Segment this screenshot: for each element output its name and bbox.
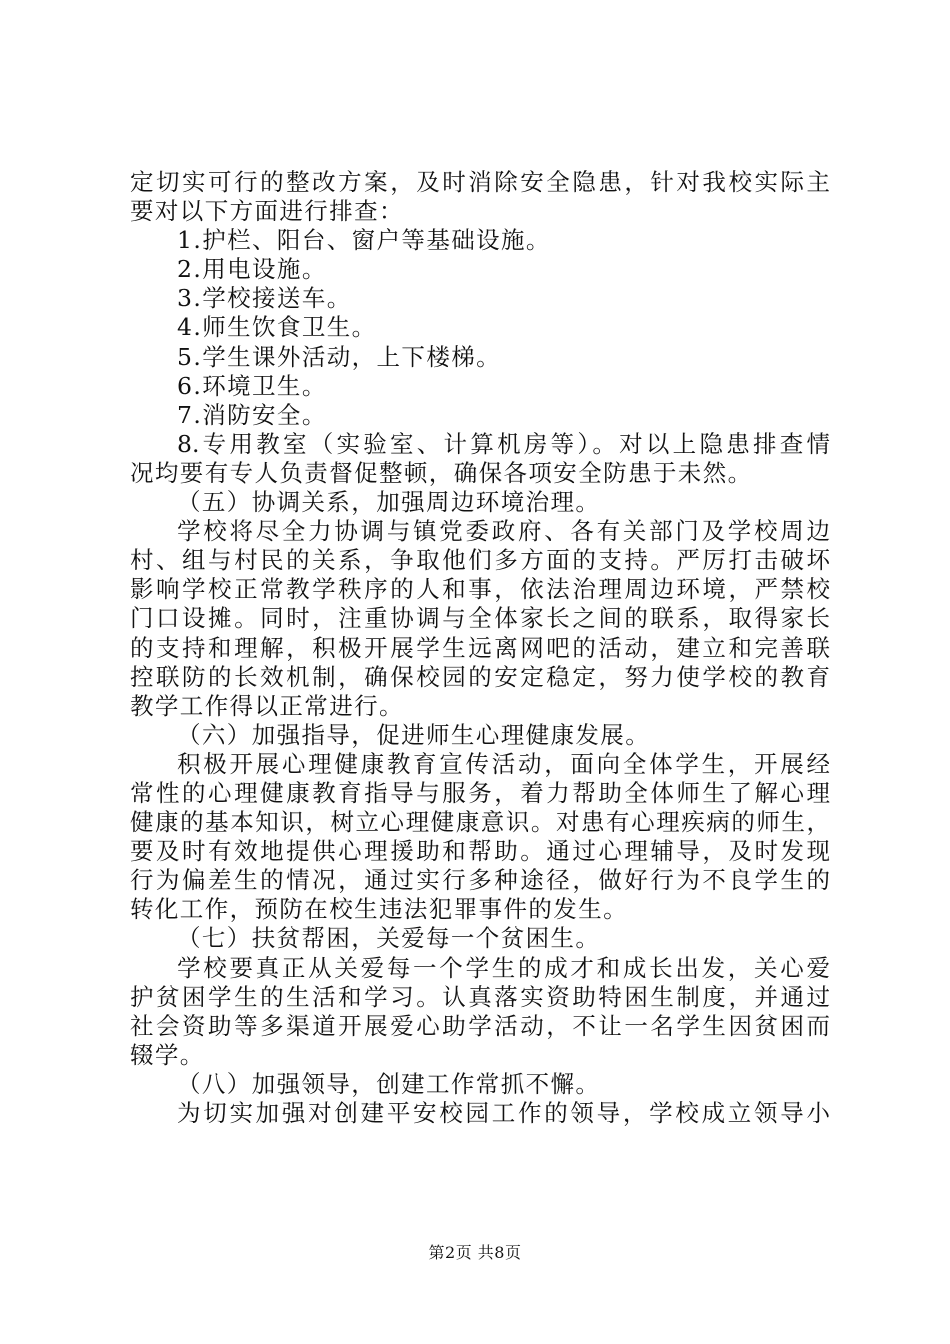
- text-line: 6.环境卫生。: [177, 371, 327, 400]
- text-line: 学校要真正从关爱每一个学生的成才和成长出发，关心爱: [177, 953, 830, 982]
- text-line: 健康的基本知识，树立心理健康意识。对患有心理疾病的师生，: [130, 808, 830, 837]
- page-footer: 第2页 共8页: [428, 1243, 522, 1262]
- text-line: 村、组与村民的关系，争取他们多方面的支持。严厉打击破坏: [130, 546, 830, 575]
- text-line: 7.消防安全。: [177, 400, 327, 429]
- text-line: 教学工作得以正常进行。: [130, 691, 404, 720]
- text-line: 积极开展心理健康教育宣传活动，面向全体学生，开展经: [177, 749, 830, 778]
- text-line: 转化工作，预防在校生违法犯罪事件的发生。: [130, 895, 628, 924]
- text-line: 护贫困学生的生活和学习。认真落实资助特困生制度，并通过: [130, 982, 830, 1011]
- text-line: 的支持和理解，积极开展学生远离网吧的活动，建立和完善联: [130, 633, 830, 662]
- text-line: （八）加强领导，创建工作常抓不懈。: [177, 1069, 601, 1098]
- text-line: （七）扶贫帮困，关爱每一个贫困生。: [177, 924, 601, 953]
- text-line: 为切实加强对创建平安校园工作的领导，学校成立领导小: [177, 1099, 830, 1127]
- text-line: 控联防的长效机制，确保校园的安定稳定，努力使学校的教育: [130, 662, 830, 691]
- text-line: 2.用电设施。: [177, 255, 327, 284]
- text-line: 5.学生课外活动，上下楼梯。: [177, 342, 502, 371]
- text-line: 1.护栏、阳台、窗户等基础设施。: [177, 226, 551, 255]
- text-line: 门口设摊。同时，注重协调与全体家长之间的联系，取得家长: [130, 604, 830, 633]
- text-line: 定切实可行的整改方案，及时消除安全隐患，针对我校实际主: [130, 168, 830, 196]
- text-line: 4.师生饮食卫生。: [177, 313, 377, 342]
- text-line: （五）协调关系，加强周边环境治理。: [177, 488, 601, 517]
- text-line: 常性的心理健康教育指导与服务，着力帮助全体师生了解心理: [130, 778, 830, 807]
- text-line: 况均要有专人负责督促整顿，确保各项安全防患于未然。: [130, 458, 753, 487]
- text-line: 辍学。: [130, 1040, 205, 1069]
- document-body: [130, 168, 830, 1128]
- text-line: 3.学校接送车。: [177, 284, 352, 313]
- text-line: 学校将尽全力协调与镇党委政府、各有关部门及学校周边: [177, 517, 830, 546]
- text-line: 8.专用教室（实验室、计算机房等）。对以上隐患排查情: [177, 429, 830, 458]
- text-line: 影响学校正常教学秩序的人和事，依法治理周边环境，严禁校: [130, 575, 830, 604]
- text-line: 社会资助等多渠道开展爱心助学活动，不让一名学生因贫困而: [130, 1011, 830, 1040]
- text-line: （六）加强指导，促进师生心理健康发展。: [177, 720, 651, 749]
- text-line: 行为偏差生的情况，通过实行多种途径，做好行为不良学生的: [130, 866, 830, 895]
- text-line: 要对以下方面进行排查：: [130, 197, 404, 226]
- text-line: 要及时有效地提供心理援助和帮助。通过心理辅导，及时发现: [130, 837, 830, 866]
